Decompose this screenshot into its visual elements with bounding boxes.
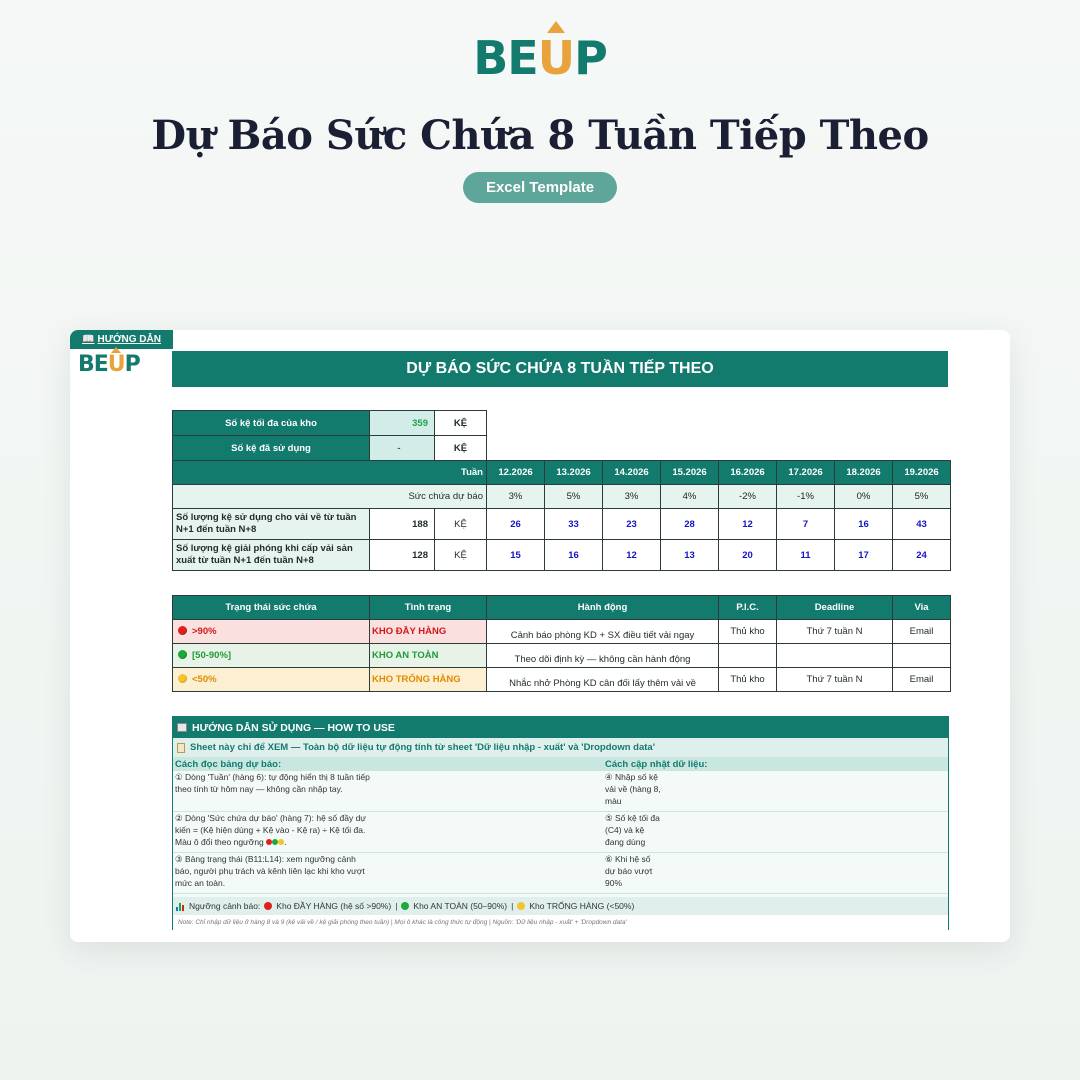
week-header-label: Tuần — [173, 461, 487, 485]
table-row — [173, 644, 951, 668]
guide-tab-label: HƯỚNG DẪN — [97, 334, 161, 345]
logo-text-u: U — [108, 352, 125, 377]
unit-label: KỆ — [435, 411, 487, 436]
status-table — [172, 595, 951, 692]
table-row — [173, 485, 951, 509]
released-cell[interactable]: 13 — [661, 540, 719, 571]
info-label: Số kệ tối đa của kho — [173, 411, 370, 436]
table-row — [173, 411, 487, 436]
green-circle-icon — [401, 902, 409, 910]
released-cell[interactable]: 24 — [893, 540, 951, 571]
incoming-total: 188 — [370, 509, 435, 540]
table-row — [173, 436, 487, 461]
guide-header — [173, 717, 948, 738]
capacity-cell: 3% — [603, 485, 661, 509]
status-via — [893, 644, 951, 668]
logo-text-be: BE — [78, 352, 108, 377]
week-cell: 16.2026 — [719, 461, 777, 485]
guide-title: HƯỚNG DẪN SỬ DỤNG — HOW TO USE — [192, 721, 395, 734]
status-condition: KHO ĐẦY HÀNG — [370, 620, 487, 644]
table-row — [173, 620, 951, 644]
week-cell: 12.2026 — [487, 461, 545, 485]
list-item — [173, 853, 603, 894]
status-via: Email — [893, 620, 951, 644]
book-icon — [177, 723, 187, 732]
released-cell[interactable]: 15 — [487, 540, 545, 571]
guide-tab[interactable] — [70, 330, 173, 349]
guide-step: ① Dòng 'Tuần' (hàng 6): tự động hiển thị 8 tuần tiếp theo tính từ hôm nay — không cần nhập tay. — [175, 772, 370, 795]
status-deadline — [777, 644, 893, 668]
table-row — [173, 509, 951, 540]
document-icon — [177, 743, 185, 753]
page-title: Dự Báo Sức Chứa 8 Tuần Tiếp Theo — [151, 112, 929, 159]
red-circle-icon — [264, 902, 272, 910]
list-item — [173, 812, 603, 853]
guide-subtitle-row — [173, 738, 948, 757]
sheet-logo — [78, 352, 140, 377]
status-via: Email — [893, 668, 951, 692]
forecast-table — [172, 460, 951, 571]
status-deadline: Thứ 7 tuần N — [777, 668, 893, 692]
week-cell: 14.2026 — [603, 461, 661, 485]
guide-columns — [173, 757, 948, 897]
table-row — [173, 461, 951, 485]
unit-label: KỆ — [435, 509, 487, 540]
status-range: >90% — [173, 620, 370, 644]
info-label: Số kệ đã sử dụng — [173, 436, 370, 461]
unit-label: KỆ — [435, 436, 487, 461]
released-cell[interactable]: 12 — [603, 540, 661, 571]
threshold-item: Kho ĐẦY HÀNG (hệ số >90%) — [276, 901, 392, 911]
list-item — [603, 853, 948, 894]
status-condition: KHO TRỐNG HÀNG — [370, 668, 487, 692]
guide-step: ⑥ Khi hệ số dự báo vượt 90% — [605, 854, 653, 889]
status-deadline: Thứ 7 tuần N — [777, 620, 893, 644]
unit-label: KỆ — [435, 540, 487, 571]
column-heading: Cách đọc bảng dự báo: — [173, 757, 603, 771]
released-cell[interactable]: 11 — [777, 540, 835, 571]
column-header: P.I.C. — [719, 596, 777, 620]
guide-step: ② Dòng 'Sức chứa dự báo' (hàng 7): hệ số đầy dự kiến = (Kệ hiện dùng + Kệ vào - Kệ ra) ÷ Kệ tối đa. Màu ô đổi theo ngưỡng . — [175, 813, 366, 848]
status-action: Theo dõi định kỳ — không cần hành động — [487, 644, 719, 668]
yellow-circle-icon — [278, 839, 284, 845]
week-cell: 18.2026 — [835, 461, 893, 485]
warehouse-info-table — [172, 410, 487, 461]
capacity-cell: 3% — [487, 485, 545, 509]
status-action: Nhắc nhở Phòng KD cân đối lấy thêm vải về — [487, 668, 719, 692]
guide-subtitle: Sheet này chỉ để XEM — Toàn bộ dữ liệu tự động tính từ sheet 'Dữ liệu nhập - xuất' và 'Dropdown data' — [190, 742, 655, 753]
max-shelves-value[interactable]: 359 — [370, 411, 435, 436]
list-item — [603, 812, 948, 853]
incoming-cell[interactable]: 12 — [719, 509, 777, 540]
arrow-up-icon — [111, 347, 121, 353]
incoming-cell[interactable]: 7 — [777, 509, 835, 540]
spreadsheet-preview — [70, 330, 1010, 942]
week-cell: 15.2026 — [661, 461, 719, 485]
incoming-cell[interactable]: 43 — [893, 509, 951, 540]
week-cell: 13.2026 — [545, 461, 603, 485]
bar-chart-icon — [176, 902, 185, 911]
incoming-cell[interactable]: 16 — [835, 509, 893, 540]
released-cell[interactable]: 17 — [835, 540, 893, 571]
column-header: Hành động — [487, 596, 719, 620]
read-guide-column — [173, 757, 603, 897]
column-heading: Cách cập nhật dữ liệu: — [603, 757, 948, 771]
week-cell: 17.2026 — [777, 461, 835, 485]
list-item — [603, 771, 948, 812]
capacity-cell: 5% — [545, 485, 603, 509]
incoming-cell[interactable]: 28 — [661, 509, 719, 540]
status-pic: Thủ kho — [719, 668, 777, 692]
capacity-cell: -2% — [719, 485, 777, 509]
logo-text-p: P — [574, 31, 607, 85]
yellow-circle-icon — [178, 674, 187, 683]
capacity-label: Sức chứa dự báo — [173, 485, 487, 509]
sheet-banner: DỰ BÁO SỨC CHỨA 8 TUẦN TIẾP THEO — [172, 351, 948, 387]
yellow-circle-icon — [517, 902, 525, 910]
threshold-legend: Ngưỡng cảnh báo: Kho ĐẦY HÀNG (hệ số >90%) | Kho AN TOÀN (50–90%) | Kho TRỐNG HÀNG (<50%) — [173, 897, 948, 915]
usage-guide — [172, 716, 949, 930]
status-condition: KHO AN TOÀN — [370, 644, 487, 668]
capacity-cell: 0% — [835, 485, 893, 509]
released-label: Số lượng kệ giải phóng khi cấp vải sản xuất từ tuần N+1 đến tuần N+8 — [173, 540, 370, 571]
status-action: Cảnh báo phòng KD + SX điều tiết vải ngay — [487, 620, 719, 644]
guide-step: ③ Bảng trạng thái (B11:L14): xem ngưỡng cảnh báo, người phụ trách và kênh liên lạc khi kho vượt mức an toàn. — [175, 854, 365, 889]
used-shelves-value[interactable]: - — [370, 436, 435, 461]
arrow-up-icon — [547, 21, 565, 33]
update-guide-column — [603, 757, 948, 897]
incoming-cell[interactable]: 33 — [545, 509, 603, 540]
released-cell[interactable]: 16 — [545, 540, 603, 571]
red-circle-icon — [178, 626, 187, 635]
incoming-cell[interactable]: 26 — [487, 509, 545, 540]
logo-text-be: BE — [473, 31, 538, 85]
released-cell[interactable]: 20 — [719, 540, 777, 571]
table-header-row — [173, 596, 951, 620]
table-row — [173, 540, 951, 571]
guide-step: ⑤ Số kệ tối đa (C4) và kệ đang dùng — [605, 813, 660, 848]
table-row — [173, 668, 951, 692]
status-range: <50% — [173, 668, 370, 692]
capacity-cell: 5% — [893, 485, 951, 509]
guide-step: ④ Nhập số kệ vải về (hàng 8, màu — [605, 772, 661, 807]
list-item — [173, 771, 603, 812]
book-icon: 📖 — [82, 334, 95, 345]
template-badge: Excel Template — [463, 172, 617, 203]
threshold-item: Kho TRỐNG HÀNG (<50%) — [529, 901, 635, 911]
incoming-label: Số lượng kệ sử dụng cho vải về từ tuần N+1 đến tuần N+8 — [173, 509, 370, 540]
released-total: 128 — [370, 540, 435, 571]
capacity-cell: -1% — [777, 485, 835, 509]
status-pic — [719, 644, 777, 668]
threshold-label: Ngưỡng cảnh báo: — [189, 901, 261, 911]
week-cell: 19.2026 — [893, 461, 951, 485]
logo-text-p: P — [124, 352, 140, 377]
column-header: Trạng thái sức chứa — [173, 596, 370, 620]
status-pic: Thủ kho — [719, 620, 777, 644]
logo-text-u: U — [538, 31, 574, 85]
incoming-cell[interactable]: 23 — [603, 509, 661, 540]
column-header: Tình trạng — [370, 596, 487, 620]
footnote: Note: Chỉ nhập dữ liệu ở hàng 8 và 9 (kệ vải về / kệ giải phóng theo tuần) | Mọi ô khác là công thức tự động | Nguồn: 'Dữ liệu nhập - xuất' + 'Dropdown data' — [173, 915, 948, 930]
column-header: Deadline — [777, 596, 893, 620]
brand-logo — [0, 28, 1080, 88]
green-circle-icon — [178, 650, 187, 659]
capacity-cell: 4% — [661, 485, 719, 509]
column-header: Via — [893, 596, 951, 620]
threshold-item: Kho AN TOÀN (50–90%) — [413, 901, 508, 911]
status-range: [50-90%] — [173, 644, 370, 668]
